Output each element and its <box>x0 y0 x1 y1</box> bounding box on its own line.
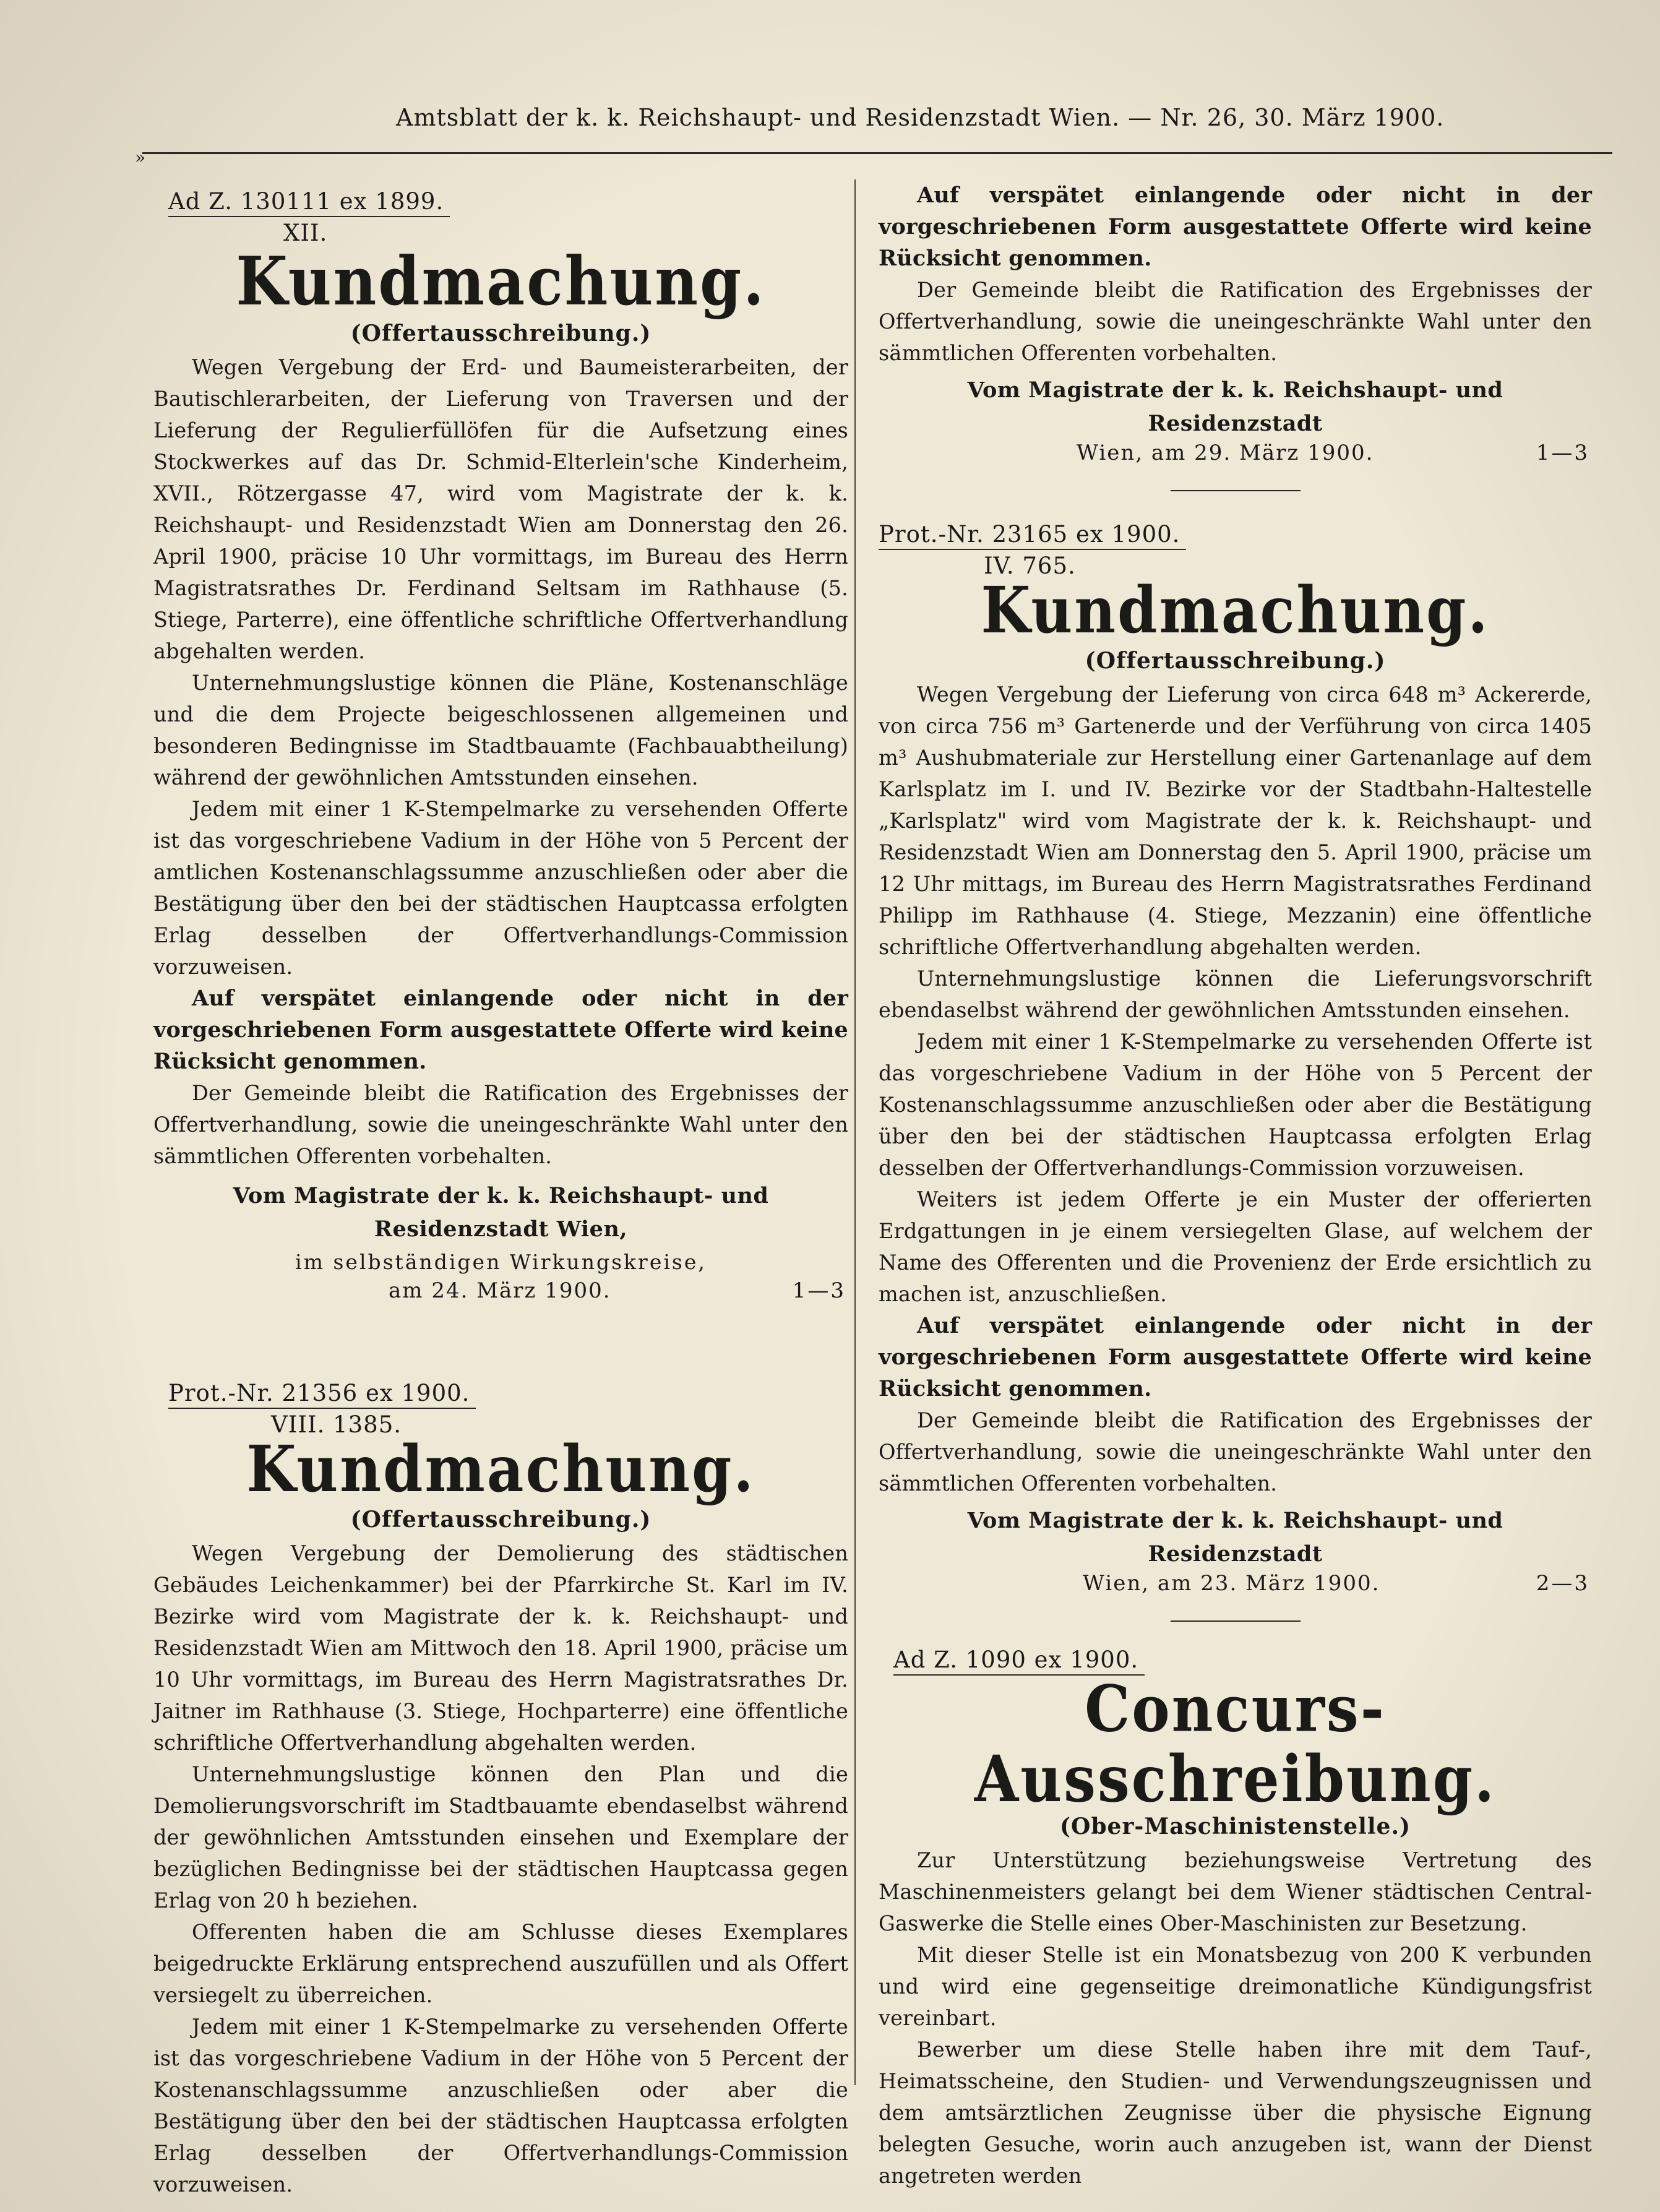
notice-4-ref: Ad Z. 1090 ex 1900. <box>893 1646 1145 1676</box>
notice-2-para-4: Jedem mit einer 1 K-Stempelmarke zu versehenden Offerte ist das vorgeschriebene Vadium in der Höhe von 5 Percent der Kostenanschlagssumme anzuschließen oder aber die Bestätigung über den bei der städtischen Hauptcassa erfolgten Erlag desselben der Offertverhandlungs-Commission vorzuweisen. <box>153 2014 848 2197</box>
notice-4 <box>879 1646 1592 2191</box>
notice-3-subtitle: (Offertausschreibung.) <box>1085 648 1386 674</box>
header-rule <box>142 152 1612 154</box>
notice-3-count: 2—3 <box>1536 1571 1589 1596</box>
notice-1-date: am 24. März 1900. <box>389 1278 611 1303</box>
notice-3-title: Kundmachung. <box>981 572 1490 648</box>
notice-3-para-4: Weiters ist jedem Offerte je ein Muster der offerierten Erdgattungen in je einem versiegelten Glase, auf welchem der Name des Offerenten und die Provenienz der Erde ersichtlich zu machen ist, anzuschließen. <box>879 1187 1592 1307</box>
notice-2-cont-para-1: Auf verspätet einlangende oder nicht in der vorgeschriebenen Form ausgestattete Offerte wird keine Rücksicht genommen. <box>879 183 1592 271</box>
notice-3-date: Wien, am 23. März 1900. <box>1083 1571 1380 1596</box>
notice-2 <box>153 1380 848 2200</box>
notice-1 <box>153 188 848 1312</box>
notice-1-para-1: Wegen Vergebung der Erd- und Baumeisterarbeiten, der Bautischlerarbeiten, der Lieferung von Traversen und der Lieferung der Regulierfüllöfen für die Aufsetzung eines Stockwerkes auf das Dr. Schmid-Elterlein'sche Kinderheim, XVII., Rötzergasse 47, wird vom Magistrate der k. k. Reichshaupt- und Residenzstadt Wien am Donnerstag den 26. April 1900, präcise 10 Uhr vormittags, im Bureau des Herrn Magistratsrathes Dr. Ferdinand Seltsam im Rathhause (5. Stiege, Parterre), eine öffentliche schriftliche Offertverhandlung abgehalten werden. <box>153 355 848 663</box>
notice-3-signature: Vom Magistrate der k. k. Reichshaupt- und Residenzstadt <box>967 1508 1503 1567</box>
notice-2-cont-para-2: Der Gemeinde bleibt die Ratification des Ergebnisses der Offertverhandlung, sowie die uneingeschränkte Wahl unter den sämmtlichen Offerenten vorbehalten. <box>879 278 1592 365</box>
notice-2-dept: VIII. 1385. <box>271 1411 402 1438</box>
notice-1-title: Kundmachung. <box>236 242 766 321</box>
notice-1-signature-sub: im selbständigen Wirkungskreise, <box>295 1249 707 1274</box>
notice-4-para-3: Bewerber um diese Stelle haben ihre mit dem Tauf-, Heimatsscheine, den Studien- und Verwendungszeugnissen und dem amtsärztlichen Zeugnisse über die physische Eignung belegten Gesuche, worin auch anzugeben ist, wann der Dienst angetreten werden <box>879 2037 1592 2188</box>
notice-4-subtitle: (Ober-Maschinistenstelle.) <box>1059 1813 1411 1840</box>
notice-2-signature: Vom Magistrate der k. k. Reichshaupt- und Residenzstadt <box>967 377 1503 436</box>
notice-3-para-3: Jedem mit einer 1 K-Stempelmarke zu versehenden Offerte ist das vorgeschriebene Vadium in der Höhe von 5 Percent der Kostenanschlagssumme anzuschließen oder aber die Bestätigung über den bei der städtischen Hauptcassa erfolgten Erlag desselben der Offertverhandlungs-Commission vorzuweisen. <box>879 1030 1592 1181</box>
notice-2-para-2: Unternehmungslustige können den Plan und die Demolierungsvorschrift im Stadtbauamte ebendaselbst während der gewöhnlichen Amtsstunden einsehen und Exemplare der bezüglichen Bedingnisse bei der städtischen Hauptcassa gegen Erlag von 20 h beziehen. <box>153 1762 848 1913</box>
notice-2-count: 1—3 <box>1536 441 1589 465</box>
notice-2-dateline <box>879 441 1592 474</box>
separator-1 <box>1171 490 1301 491</box>
notice-4-title: Concurs-Ausschreibung. <box>974 1671 1497 1817</box>
notice-4-para-2: Mit dieser Stelle ist ein Monatsbezug von 200 K verbunden und wird eine gegenseitige dreimonatliche Kündigungsfrist vereinbart. <box>879 1942 1592 2030</box>
notice-1-para-2: Unternehmungslustige können die Pläne, Kostenanschläge und die dem Projecte beigeschlossenen allgemeinen und besonderen Bedingnisse im Stadtbauamte (Fachbauabtheilung) während der gewöhnlichen Amtsstunden einsehen. <box>153 670 848 790</box>
notice-1-signature: Vom Magistrate der k. k. Reichshaupt- und Residenzstadt Wien, <box>233 1182 769 1242</box>
left-column <box>153 179 848 2197</box>
notice-1-para-4: Auf verspätet einlangende oder nicht in der vorgeschriebenen Form ausgestattete Offerte wird keine Rücksicht genommen. <box>153 985 848 1074</box>
notice-2-ref: Prot.-Nr. 21356 ex 1900. <box>168 1380 476 1409</box>
notice-1-dateline <box>153 1278 848 1312</box>
notice-1-count: 1—3 <box>792 1278 846 1303</box>
notice-1-para-5: Der Gemeinde bleibt die Ratification des Ergebnisses der Offertverhandlung, sowie die uneingeschränkte Wahl unter den sämmtlichen Offerenten vorbehalten. <box>153 1080 848 1168</box>
notice-1-ref: Ad Z. 130111 ex 1899. <box>168 188 450 217</box>
notice-2-continuation <box>879 179 1592 491</box>
notice-3-para-6: Der Gemeinde bleibt die Ratification des Ergebnisses der Offertverhandlung, sowie die uneingeschränkte Wahl unter den sämmtlichen Offerenten vorbehalten. <box>879 1408 1592 1496</box>
notice-3 <box>879 521 1592 1622</box>
notice-1-subtitle: (Offertausschreibung.) <box>350 320 652 346</box>
notice-2-para-3: Offerenten haben die am Schlusse dieses Exemplares beigedruckte Erklärung entsprechend auszufüllen und als Offert versiegelt zu überreichen. <box>153 1919 848 2007</box>
notice-1-dept: XII. <box>283 220 328 246</box>
notice-2-subtitle: (Offertausschreibung.) <box>350 1506 652 1533</box>
notice-3-dateline <box>879 1571 1592 1604</box>
right-column <box>879 179 1592 2188</box>
notice-2-para-1: Wegen Vergebung der Demolierung des städtischen Gebäudes Leichenkammer) bei der Pfarrkirche St. Karl im IV. Bezirke wird vom Magistrate der k. k. Reichshaupt- und Residenzstadt Wien am Mittwoch den 18. April 1900, präcise um 10 Uhr vormittags, im Bureau des Herrn Magistratsrathes Dr. Jaitner im Rathhause (3. Stiege, Hochparterre) eine öffentliche schriftliche Offertverhandlung abgehalten werden. <box>153 1541 848 1755</box>
separator-2 <box>1171 1620 1301 1622</box>
notice-2-date: Wien, am 29. März 1900. <box>1077 441 1374 465</box>
header-rule-mark: » <box>135 147 146 168</box>
notice-4-para-1: Zur Unterstützung beziehungsweise Vertretung des Maschinenmeisters gelangt bei dem Wiener städtischen Central-Gaswerke die Stelle eines Ober-Maschinisten zur Besetzung. <box>879 1848 1592 1935</box>
notice-3-dept: IV. 765. <box>984 553 1076 579</box>
notice-1-para-3: Jedem mit einer 1 K-Stempelmarke zu versehenden Offerte ist das vorgeschriebene Vadium in der Höhe von 5 Percent der amtlichen Kostenanschlagssumme anzuschließen oder aber die Bestätigung über den bei der städtischen Hauptcassa erfolgten Erlag desselben der Offertverhandlungs-Commission vorzuweisen. <box>153 796 848 979</box>
notice-3-para-5: Auf verspätet einlangende oder nicht in der vorgeschriebenen Form ausgestattete Offerte wird keine Rücksicht genommen. <box>879 1313 1592 1402</box>
notice-3-para-2: Unternehmungslustige können die Lieferungsvorschrift ebendaselbst während der gewöhnlichen Amtsstunden einsehen. <box>879 966 1592 1023</box>
page-header: Amtsblatt der k. k. Reichshaupt- und Residenzstadt Wien. — Nr. 26, 30. März 1900. <box>396 104 1445 131</box>
notice-3-para-1: Wegen Vergebung der Lieferung von circa 648 m³ Ackererde, von circa 756 m³ Gartenerde und der Verführung von circa 1405 m³ Aushubmateriale zur Herstellung einer Gartenanlage auf dem Karlsplatz im I. und IV. Bezirke vor der Stadtbahn-Haltestelle „Karlsplatz" wird vom Magistrate der k. k. Reichshaupt- und Residenzstadt Wien am Donnerstag den 5. April 1900, präcise um 12 Uhr mittags, im Bureau des Herrn Magistratsrathes Ferdinand Philipp im Rathhause (4. Stiege, Mezzanin) eine öffentliche schriftliche Offertverhandlung abgehalten werden. <box>879 682 1592 960</box>
column-divider <box>854 179 856 2085</box>
notice-2-title: Kundmachung. <box>246 1431 755 1507</box>
notice-3-ref: Prot.-Nr. 23165 ex 1900. <box>879 521 1186 550</box>
